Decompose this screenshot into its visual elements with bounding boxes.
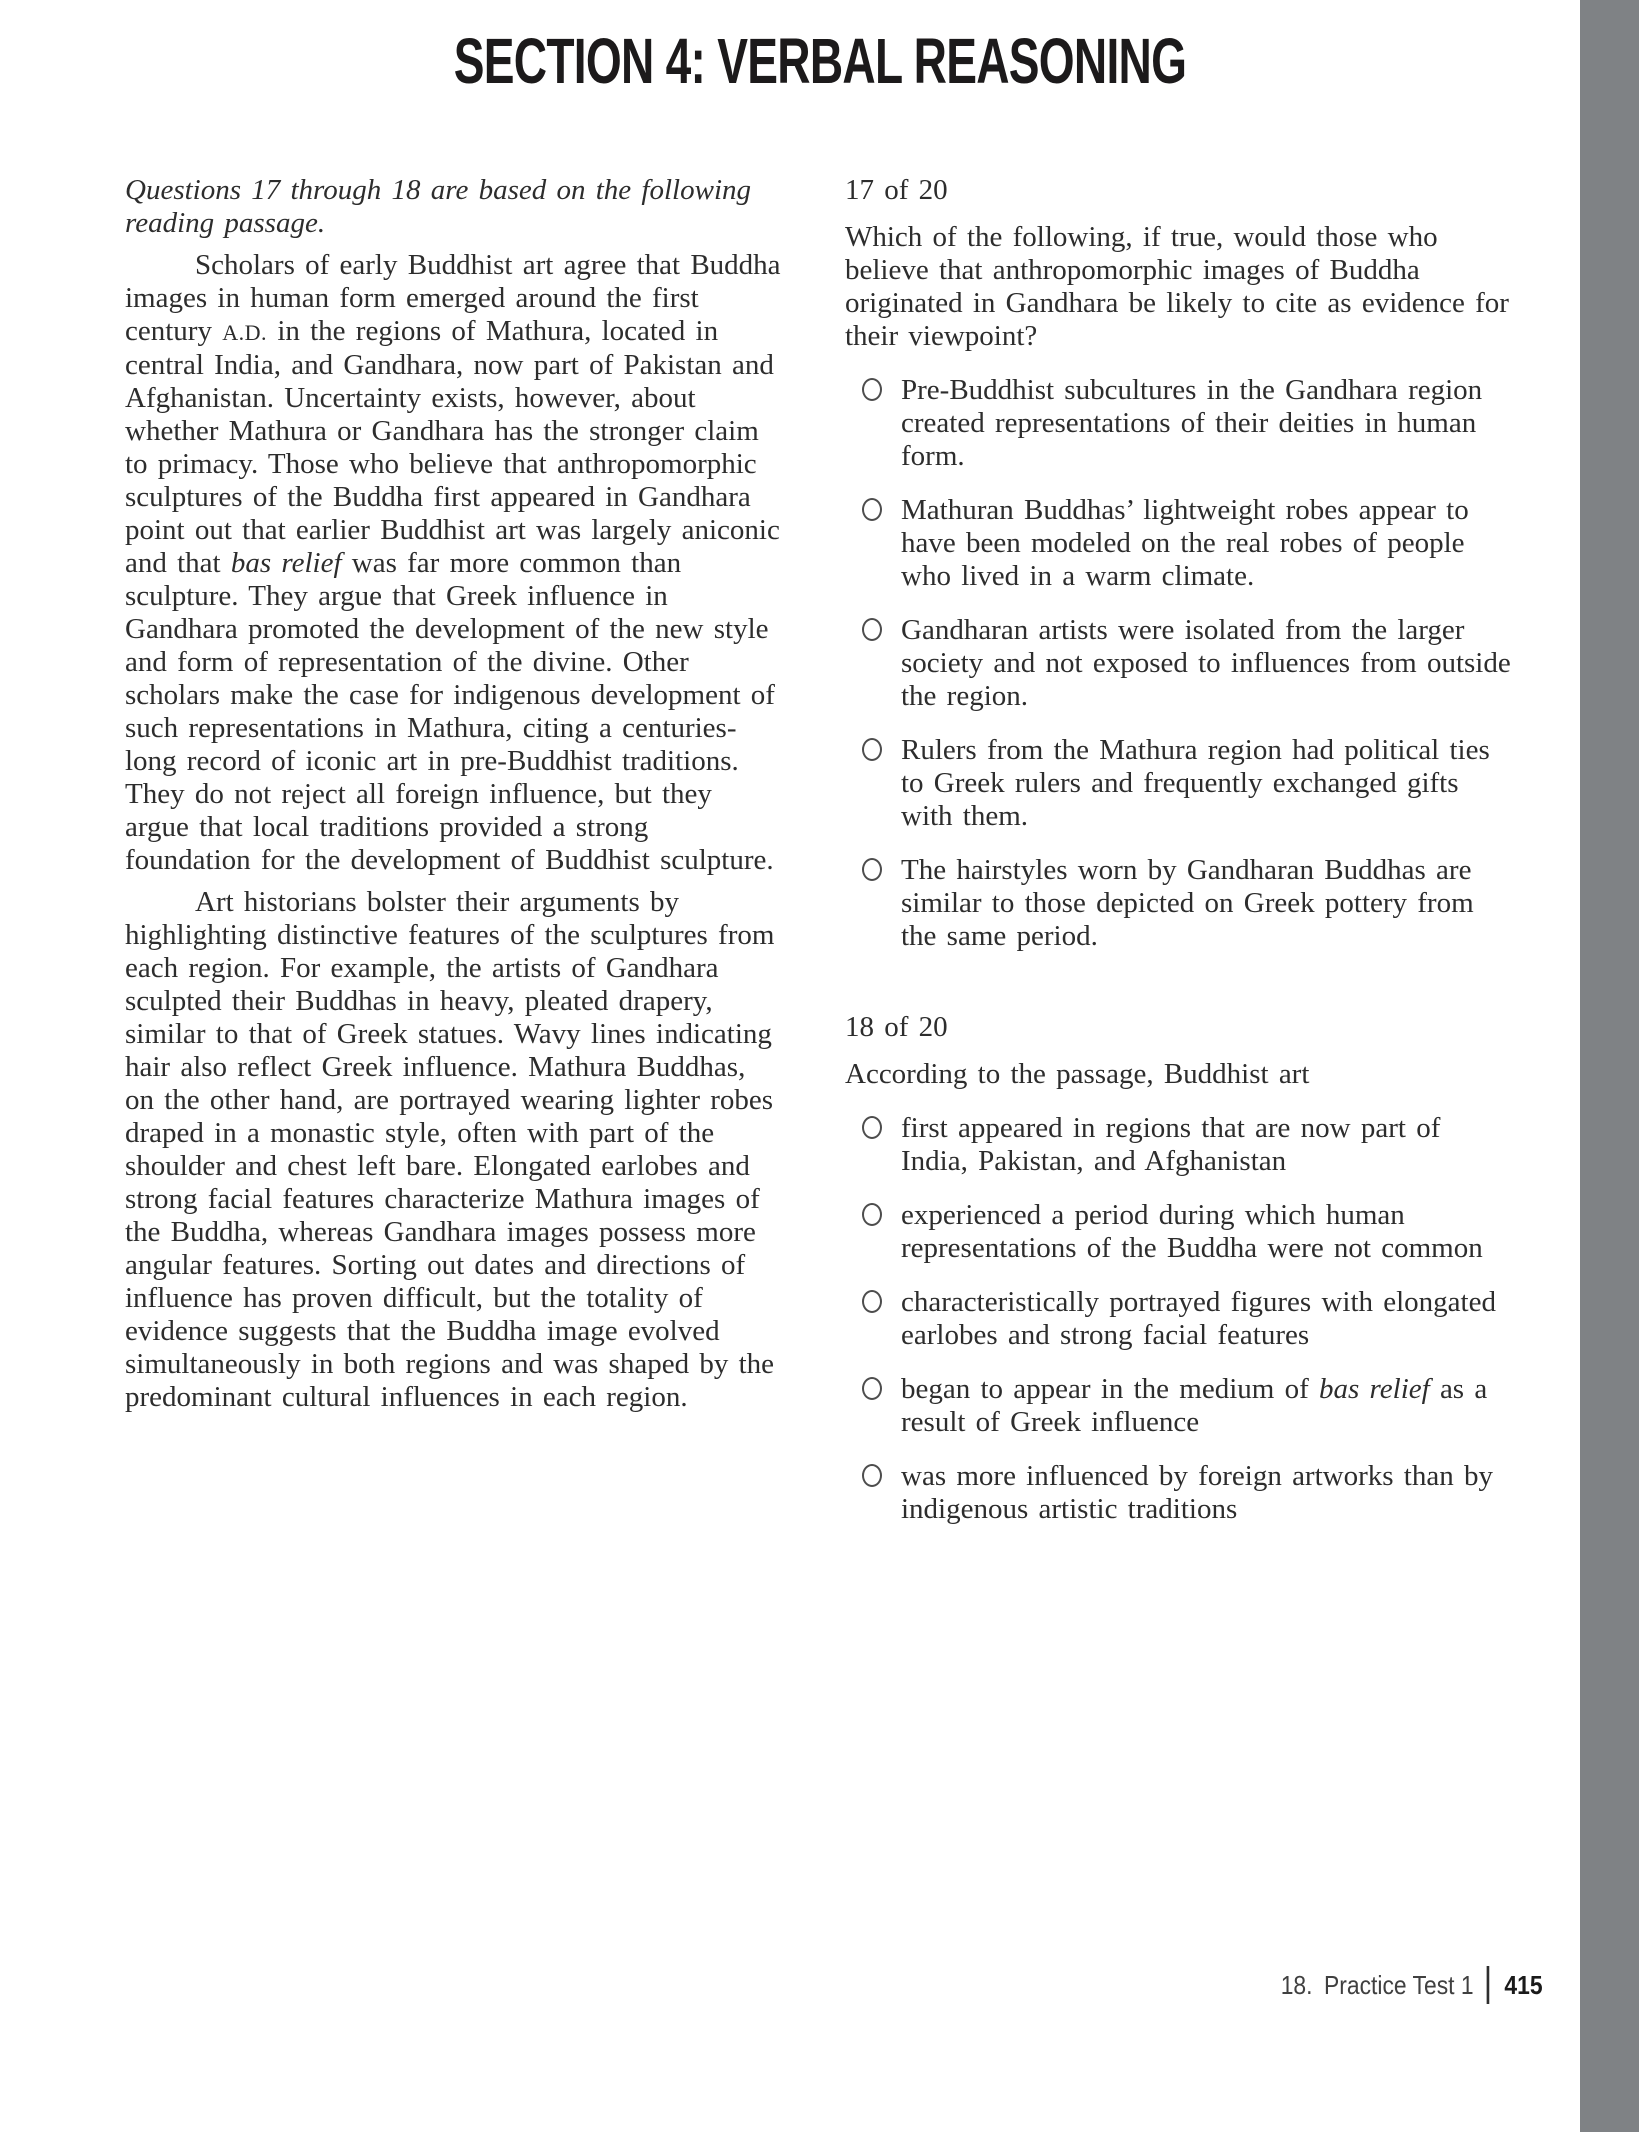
passage-column (125, 174, 783, 1414)
page-edge-bar (1580, 0, 1639, 2132)
question-progress: 17 of 20 (845, 174, 948, 206)
answer-choice-text: characteristically portrayed figures with elongated earlobes and strong facial features (901, 1286, 1496, 1351)
radio-button-icon[interactable] (862, 1116, 882, 1139)
radio-button-icon[interactable] (862, 1464, 882, 1487)
answer-choice-a[interactable] (845, 374, 1517, 473)
passage-paragraph-2: Art historians bolster their arguments by highlighting distinctive features of the sculptures from each region. For example, the artists of Gandhara sculpted their Buddhas in heavy, pleated drapery, similar to that of Greek statues. Wavy lines indicating hair also reflect Greek influence. Mathura Buddhas, on the other hand, are portrayed wearing lighter robes draped in a monastic style, often with part of the shoulder and chest left bare. Elongated earlobes and strong facial features characterize Mathura images of the Buddha, whereas Gandhara images possess more angular features. Sorting out dates and directions of influence has proven difficult, but the totality of evidence suggests that the Buddha image evolved simultaneously in both regions and was shaped by the predominant cultural influences in each region. (125, 886, 775, 1413)
question-stem: According to the passage, Buddhist art (845, 1058, 1310, 1090)
answer-choice-c[interactable] (845, 614, 1517, 713)
radio-button-icon[interactable] (862, 378, 882, 401)
answer-choice-b[interactable] (845, 494, 1517, 593)
answer-choice-text: Gandharan artists were isolated from the larger society and not exposed to influences from outside the region. (901, 614, 1511, 712)
question-18 (845, 1011, 1517, 1526)
question-stem: Which of the following, if true, would those who believe that anthropomorphic images of Buddha originated in Gandhara be likely to cite as evidence for their viewpoint? (845, 221, 1509, 352)
answer-choice-text: Pre-Buddhist subcultures in the Gandhara region created representations of their deities in human form. (901, 374, 1483, 472)
section-title: SECTION 4: VERBAL REASONING (453, 25, 1187, 97)
answer-choice-text: experienced a period during which human representations of the Buddha were not common (901, 1199, 1483, 1264)
answer-choice-text: The hairstyles worn by Gandharan Buddhas are similar to those depicted on Greek pottery from the same period. (901, 854, 1474, 952)
answer-choice-c[interactable] (845, 1286, 1517, 1352)
footer-chapter-title: Practice Test 1 (1324, 1969, 1475, 2000)
radio-button-icon[interactable] (862, 618, 882, 641)
passage-instructions: Questions 17 through 18 are based on the following reading passage. (125, 174, 752, 239)
answer-choices (845, 1112, 1517, 1526)
radio-button-icon[interactable] (862, 498, 882, 521)
radio-button-icon[interactable] (862, 1377, 882, 1400)
footer-chapter-number: 18. (1281, 1969, 1313, 2000)
radio-button-icon[interactable] (862, 858, 882, 881)
questions-column (845, 174, 1517, 1526)
answer-choice-text: was more influenced by foreign artworks than by indigenous artistic traditions (901, 1460, 1493, 1525)
answer-choice-e[interactable] (845, 1460, 1517, 1526)
answer-choice-a[interactable] (845, 1112, 1517, 1178)
footer-divider (1487, 1966, 1490, 2004)
page-footer (1281, 1966, 1543, 2004)
radio-button-icon[interactable] (862, 738, 882, 761)
answer-choice-e[interactable] (845, 854, 1517, 953)
answer-choice-d[interactable] (845, 1373, 1517, 1439)
answer-choice-d[interactable] (845, 734, 1517, 833)
answer-choice-text: Rulers from the Mathura region had political ties to Greek rulers and frequently exchanged gifts with them. (901, 734, 1490, 832)
answer-choice-text: began to appear in the medium of bas relief as a result of Greek influence (901, 1373, 1488, 1438)
page-number: 415 (1504, 1969, 1543, 2000)
answer-choice-b[interactable] (845, 1199, 1517, 1265)
question-progress: 18 of 20 (845, 1011, 948, 1043)
passage-paragraph-1: Scholars of early Buddhist art agree that Buddha images in human form emerged around the first century A.D. in the regions of Mathura, located in central India, and Gandhara, now part of Pakistan and Afghanistan. Uncertainty exists, however, about whether Mathura or Gandhara has the stronger claim to primacy. Those who believe that anthropomorphic sculptures of the Buddha first appeared in Gandhara point out that earlier Buddhist art was largely aniconic and that bas relief was far more common than sculpture. They argue that Greek influence in Gandhara promoted the development of the new style and form of representation of the divine. Other scholars make the case for indigenous development of such representations in Mathura, citing a centuries-long record of iconic art in pre-Buddhist traditions. They do not reject all foreign influence, but they argue that local traditions provided a strong foundation for the development of Buddhist sculpture. (125, 249, 781, 876)
answer-choice-text: Mathuran Buddhas’ lightweight robes appear to have been modeled on the real robes of people who lived in a warm climate. (901, 494, 1469, 592)
question-17 (845, 174, 1517, 953)
radio-button-icon[interactable] (862, 1203, 882, 1226)
answer-choices (845, 374, 1517, 953)
radio-button-icon[interactable] (862, 1290, 882, 1313)
answer-choice-text: first appeared in regions that are now part of India, Pakistan, and Afghanistan (901, 1112, 1441, 1177)
